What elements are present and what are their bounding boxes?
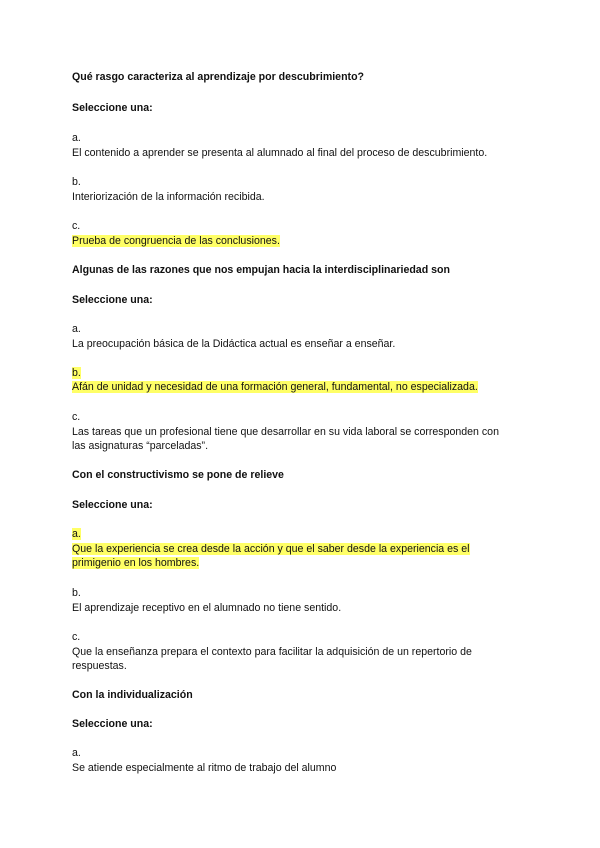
question-2-prompt: Algunas de las razones que nos empujan hacia la interdisciplinariedad son — [72, 264, 450, 276]
question-3-prompt: Con el constructivismo se pone de relieve — [72, 469, 284, 481]
question-3-option-c-text-line-2: respuestas. — [72, 660, 127, 672]
question-1-option-b-letter: b. — [72, 176, 81, 188]
question-4-option-a-letter: a. — [72, 747, 81, 759]
question-1-option-b-text: Interiorización de la información recibida. — [72, 191, 265, 203]
question-3-option-c-text-line-1: Que la enseñanza prepara el contexto para facilitar la adquisición de un repertorio de — [72, 646, 472, 658]
question-3-option-b-text: El aprendizaje receptivo en el alumnado no tiene sentido. — [72, 602, 342, 614]
question-1-option-a-text: El contenido a aprender se presenta al alumnado al final del proceso de descubrimiento. — [72, 147, 488, 159]
question-2-option-c-text-line-2: las asignaturas “parceladas”. — [72, 440, 209, 452]
question-3-instruction: Seleccione una: — [72, 499, 153, 511]
question-3-option-a-text-line-1-highlighted: Que la experiencia se crea desde la acción y que el saber desde la experiencia es el — [72, 543, 470, 555]
question-3-option-a-letter-highlighted: a. — [72, 528, 81, 540]
question-2-instruction: Seleccione una: — [72, 294, 153, 306]
question-2-option-c-text-line-1: Las tareas que un profesional tiene que desarrollar en su vida laboral se corresponden con — [72, 426, 499, 438]
question-3-option-b-letter: b. — [72, 587, 81, 599]
question-2-option-b-text-highlighted: Afán de unidad y necesidad de una formación general, fundamental, no especializada. — [72, 381, 478, 393]
question-4-option-a-text: Se atiende especialmente al ritmo de trabajo del alumno — [72, 762, 337, 774]
question-2-option-a-letter: a. — [72, 323, 81, 335]
question-2-option-a-text: La preocupación básica de la Didáctica actual es enseñar a enseñar. — [72, 338, 396, 350]
question-1-option-a-letter: a. — [72, 132, 81, 144]
question-4-instruction: Seleccione una: — [72, 718, 153, 730]
question-3-option-c-letter: c. — [72, 631, 81, 643]
question-1-prompt: Qué rasgo caracteriza al aprendizaje por descubrimiento? — [72, 71, 365, 83]
question-1-option-c-text-highlighted: Prueba de congruencia de las conclusiones. — [72, 235, 280, 247]
question-4-prompt: Con la individualización — [72, 689, 193, 701]
question-2-option-c-letter: c. — [72, 411, 81, 423]
question-2-option-b-letter-highlighted: b. — [72, 367, 81, 379]
question-3-option-a-text-line-2-highlighted: primigenio en los hombres. — [72, 557, 200, 569]
question-1-instruction: Seleccione una: — [72, 102, 153, 114]
question-1-option-c-letter: c. — [72, 220, 81, 232]
